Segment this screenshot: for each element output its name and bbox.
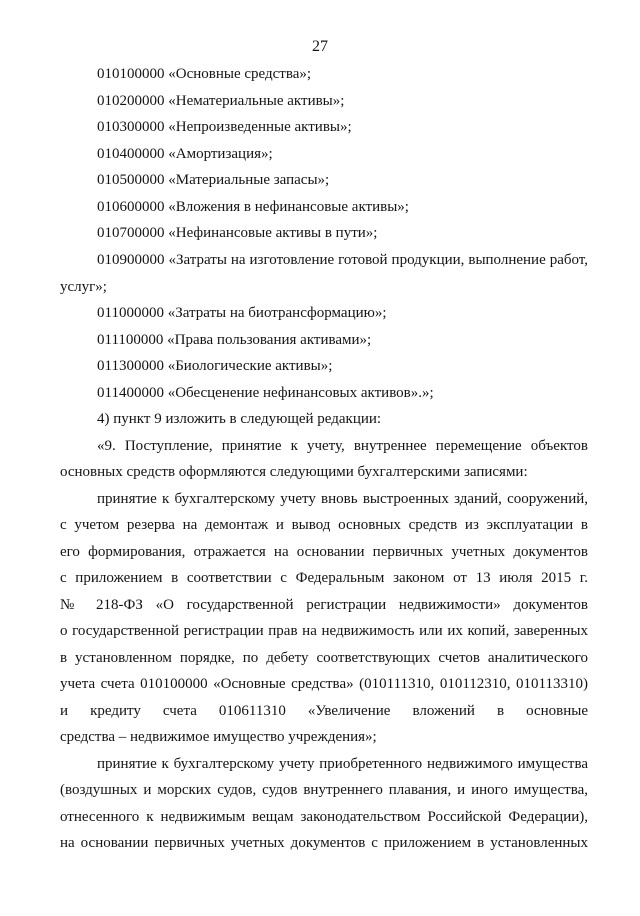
text-line: принятие к бухгалтерскому учету вновь выстроенных зданий, сооружений, [97, 491, 588, 507]
text-line: о государственной регистрации прав на недвижимость или их копий, заверенных [60, 623, 588, 639]
text-line: 4) пункт 9 изложить в следующей редакции: [97, 411, 382, 427]
text-line: на основании первичных учетных документов с приложением в установленных [60, 835, 588, 851]
text-line: 010100000 «Основные средства»; [97, 66, 312, 82]
text-line: с приложением в соответствии с Федеральным законом от 13 июля 2015 г. [60, 570, 588, 586]
text-line: 010300000 «Непроизведенные активы»; [97, 119, 352, 135]
text-line: средства – недвижимое имущество учреждения»; [60, 729, 377, 745]
text-line: 010500000 «Материальные запасы»; [97, 172, 330, 188]
text-line: 011400000 «Обесценение нефинансовых активов».»; [97, 385, 434, 401]
text-line: и кредиту счета 010611310 «Увеличение вложений в основные [60, 703, 588, 719]
text-line: 010200000 «Нематериальные активы»; [97, 93, 345, 109]
page-number: 27 [312, 38, 328, 55]
text-line: 010900000 «Затраты на изготовление готовой продукции, выполнение работ, [97, 252, 588, 268]
text-line: 011300000 «Биологические активы»; [97, 358, 333, 374]
text-line: с учетом резерва на демонтаж и вывод основных средств из эксплуатации в [60, 517, 588, 533]
text-line: услуг»; [60, 279, 107, 295]
text-line: 011000000 «Затраты на биотрансформацию»; [97, 305, 387, 321]
text-line: принятие к бухгалтерскому учету приобретенного недвижимого имущества [97, 756, 588, 772]
text-line: № 218-ФЗ «О государственной регистрации недвижимости» документов [60, 597, 588, 613]
text-line: 010400000 «Амортизация»; [97, 146, 273, 162]
text-line: основных средств оформляются следующими бухгалтерскими записями: [60, 464, 528, 480]
text-line: учета счета 010100000 «Основные средства» (010111310, 010112310, 010113310) [60, 676, 588, 692]
text-line: 010600000 «Вложения в нефинансовые активы»; [97, 199, 409, 215]
text-line: 011100000 «Права пользования активами»; [97, 332, 372, 348]
text-line: «9. Поступление, принятие к учету, внутреннее перемещение объектов [97, 438, 588, 454]
text-line: 010700000 «Нефинансовые активы в пути»; [97, 225, 378, 241]
text-line: его формирования, отражается на основании первичных учетных документов [60, 544, 588, 560]
text-line: в установленном порядке, по дебету соответствующих счетов аналитического [60, 650, 588, 666]
text-line: отнесенного к недвижимым вещам законодательством Российской Федерации), [60, 809, 588, 825]
text-line: (воздушных и морских судов, судов внутреннего плавания, и иного имущества, [60, 782, 588, 798]
